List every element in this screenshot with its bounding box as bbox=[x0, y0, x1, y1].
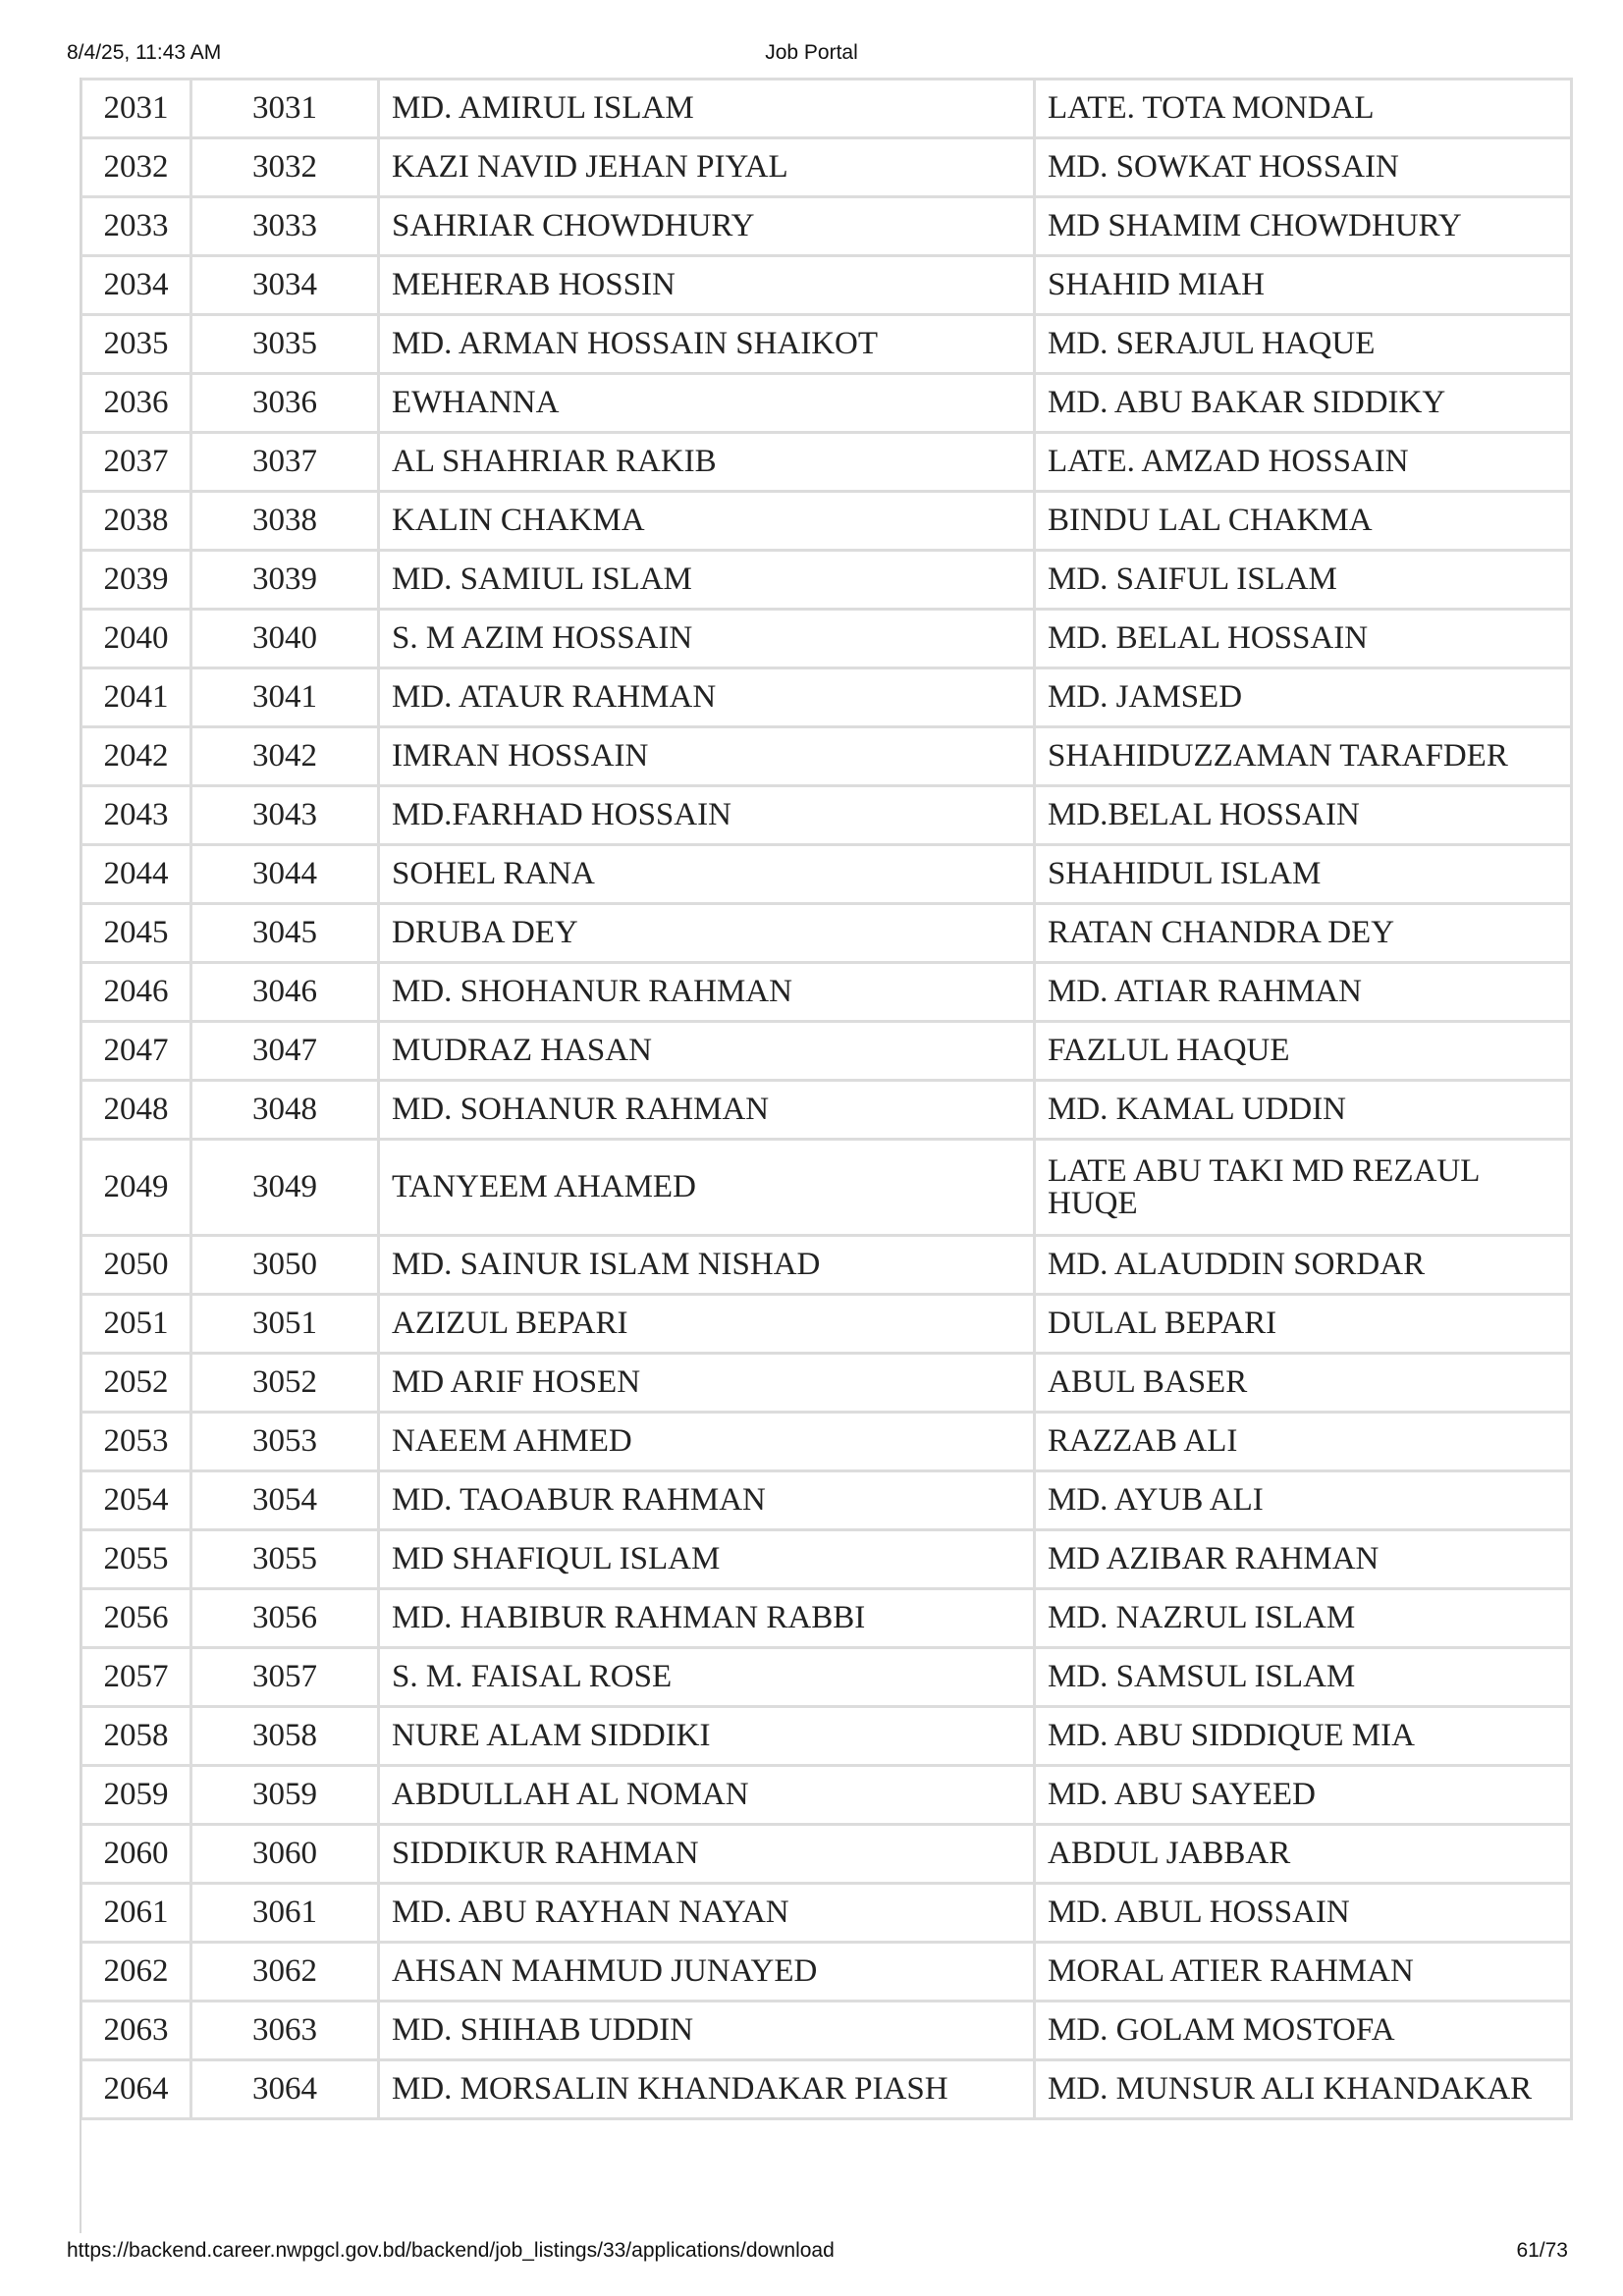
father-name-cell: MD SHAMIM CHOWDHURY bbox=[1035, 197, 1572, 256]
table-left-rule bbox=[80, 78, 81, 2233]
table-row bbox=[81, 2002, 1572, 2060]
roll-cell: 3042 bbox=[191, 727, 379, 786]
table-row bbox=[81, 1354, 1572, 1413]
serial-cell: 2036 bbox=[81, 374, 191, 433]
table-row bbox=[81, 1236, 1572, 1295]
applicant-name-cell: MD. ABU RAYHAN NAYAN bbox=[379, 1884, 1035, 1943]
applicant-name-cell: MD. TAOABUR RAHMAN bbox=[379, 1471, 1035, 1530]
father-name-cell: MD. ABUL HOSSAIN bbox=[1035, 1884, 1572, 1943]
roll-cell: 3047 bbox=[191, 1022, 379, 1081]
serial-cell: 2059 bbox=[81, 1766, 191, 1825]
print-datetime: 8/4/25, 11:43 AM bbox=[67, 41, 222, 64]
father-name-cell: MD. JAMSED bbox=[1035, 668, 1572, 727]
father-name-cell: RATAN CHANDRA DEY bbox=[1035, 904, 1572, 963]
roll-cell: 3063 bbox=[191, 2002, 379, 2060]
roll-cell: 3052 bbox=[191, 1354, 379, 1413]
father-name-cell: SHAHIDUZZAMAN TARAFDER bbox=[1035, 727, 1572, 786]
table-row bbox=[81, 1648, 1572, 1707]
table-row bbox=[81, 1413, 1572, 1471]
table-row bbox=[81, 1471, 1572, 1530]
table-row bbox=[81, 668, 1572, 727]
roll-cell: 3050 bbox=[191, 1236, 379, 1295]
roll-cell: 3053 bbox=[191, 1413, 379, 1471]
applicant-name-cell: MD. ATAUR RAHMAN bbox=[379, 668, 1035, 727]
table-row bbox=[81, 551, 1572, 610]
father-name-cell: BINDU LAL CHAKMA bbox=[1035, 492, 1572, 551]
father-name-cell: DULAL BEPARI bbox=[1035, 1295, 1572, 1354]
applicant-name-cell: KALIN CHAKMA bbox=[379, 492, 1035, 551]
serial-cell: 2038 bbox=[81, 492, 191, 551]
table-row bbox=[81, 197, 1572, 256]
serial-cell: 2048 bbox=[81, 1081, 191, 1140]
applicant-name-cell: MD. SHIHAB UDDIN bbox=[379, 2002, 1035, 2060]
serial-cell: 2051 bbox=[81, 1295, 191, 1354]
serial-cell: 2053 bbox=[81, 1413, 191, 1471]
applicant-name-cell: MD.FARHAD HOSSAIN bbox=[379, 786, 1035, 845]
roll-cell: 3041 bbox=[191, 668, 379, 727]
page-number: 61/73 bbox=[1516, 2239, 1568, 2262]
roll-cell: 3057 bbox=[191, 1648, 379, 1707]
table-row bbox=[81, 492, 1572, 551]
applicant-name-cell: MD. SAMIUL ISLAM bbox=[379, 551, 1035, 610]
roll-cell: 3049 bbox=[191, 1140, 379, 1236]
father-name-cell: MD. BELAL HOSSAIN bbox=[1035, 610, 1572, 668]
applicant-name-cell: MD. MORSALIN KHANDAKAR PIASH bbox=[379, 2060, 1035, 2119]
serial-cell: 2037 bbox=[81, 433, 191, 492]
applicant-name-cell: MD. AMIRUL ISLAM bbox=[379, 80, 1035, 138]
roll-cell: 3054 bbox=[191, 1471, 379, 1530]
applicant-name-cell: AHSAN MAHMUD JUNAYED bbox=[379, 1943, 1035, 2002]
serial-cell: 2062 bbox=[81, 1943, 191, 2002]
father-name-cell: FAZLUL HAQUE bbox=[1035, 1022, 1572, 1081]
table-row bbox=[81, 1022, 1572, 1081]
applicant-name-cell: MD. ARMAN HOSSAIN SHAIKOT bbox=[379, 315, 1035, 374]
roll-cell: 3055 bbox=[191, 1530, 379, 1589]
father-name-cell: MD. KAMAL UDDIN bbox=[1035, 1081, 1572, 1140]
serial-cell: 2032 bbox=[81, 138, 191, 197]
applicant-name-cell: AZIZUL BEPARI bbox=[379, 1295, 1035, 1354]
father-name-cell: MD. AYUB ALI bbox=[1035, 1471, 1572, 1530]
serial-cell: 2061 bbox=[81, 1884, 191, 1943]
serial-cell: 2047 bbox=[81, 1022, 191, 1081]
roll-cell: 3033 bbox=[191, 197, 379, 256]
father-name-cell: MD. SERAJUL HAQUE bbox=[1035, 315, 1572, 374]
table-row bbox=[81, 256, 1572, 315]
applicant-name-cell: AL SHAHRIAR RAKIB bbox=[379, 433, 1035, 492]
father-name-cell: ABUL BASER bbox=[1035, 1354, 1572, 1413]
applicant-name-cell: SOHEL RANA bbox=[379, 845, 1035, 904]
roll-cell: 3062 bbox=[191, 1943, 379, 2002]
roll-cell: 3060 bbox=[191, 1825, 379, 1884]
father-name-cell: MD. ALAUDDIN SORDAR bbox=[1035, 1236, 1572, 1295]
print-title: Job Portal bbox=[765, 41, 858, 64]
father-name-cell: MD. MUNSUR ALI KHANDAKAR bbox=[1035, 2060, 1572, 2119]
father-name-cell: MD AZIBAR RAHMAN bbox=[1035, 1530, 1572, 1589]
applicant-name-cell: MD ARIF HOSEN bbox=[379, 1354, 1035, 1413]
print-url: https://backend.career.nwpgcl.gov.bd/backend/job_listings/33/applications/download bbox=[67, 2239, 835, 2262]
serial-cell: 2031 bbox=[81, 80, 191, 138]
roll-cell: 3061 bbox=[191, 1884, 379, 1943]
serial-cell: 2052 bbox=[81, 1354, 191, 1413]
father-name-cell: SHAHIDUL ISLAM bbox=[1035, 845, 1572, 904]
applicant-name-cell: MEHERAB HOSSIN bbox=[379, 256, 1035, 315]
applicant-name-cell: MD. SHOHANUR RAHMAN bbox=[379, 963, 1035, 1022]
applicant-name-cell: NAEEM AHMED bbox=[379, 1413, 1035, 1471]
roll-cell: 3039 bbox=[191, 551, 379, 610]
roll-cell: 3038 bbox=[191, 492, 379, 551]
serial-cell: 2039 bbox=[81, 551, 191, 610]
table-row bbox=[81, 845, 1572, 904]
serial-cell: 2044 bbox=[81, 845, 191, 904]
table-row bbox=[81, 963, 1572, 1022]
serial-cell: 2055 bbox=[81, 1530, 191, 1589]
table-row bbox=[81, 1825, 1572, 1884]
table-row bbox=[81, 1530, 1572, 1589]
father-name-cell: MD. SOWKAT HOSSAIN bbox=[1035, 138, 1572, 197]
table-row bbox=[81, 1140, 1572, 1236]
roll-cell: 3044 bbox=[191, 845, 379, 904]
table-row bbox=[81, 1766, 1572, 1825]
father-name-cell: RAZZAB ALI bbox=[1035, 1413, 1572, 1471]
applicant-name-cell: IMRAN HOSSAIN bbox=[379, 727, 1035, 786]
roll-cell: 3043 bbox=[191, 786, 379, 845]
serial-cell: 2056 bbox=[81, 1589, 191, 1648]
roll-cell: 3056 bbox=[191, 1589, 379, 1648]
table-row bbox=[81, 138, 1572, 197]
applicant-name-cell: DRUBA DEY bbox=[379, 904, 1035, 963]
father-name-cell: MD. SAIFUL ISLAM bbox=[1035, 551, 1572, 610]
applicant-name-cell: S. M. FAISAL ROSE bbox=[379, 1648, 1035, 1707]
roll-cell: 3034 bbox=[191, 256, 379, 315]
roll-cell: 3064 bbox=[191, 2060, 379, 2119]
father-name-cell: LATE ABU TAKI MD REZAUL HUQE bbox=[1035, 1140, 1572, 1236]
serial-cell: 2033 bbox=[81, 197, 191, 256]
table-row bbox=[81, 1589, 1572, 1648]
table-row bbox=[81, 610, 1572, 668]
table-row bbox=[81, 1884, 1572, 1943]
serial-cell: 2041 bbox=[81, 668, 191, 727]
table-row bbox=[81, 2060, 1572, 2119]
serial-cell: 2057 bbox=[81, 1648, 191, 1707]
applicant-name-cell: KAZI NAVID JEHAN PIYAL bbox=[379, 138, 1035, 197]
applicant-name-cell: SAHRIAR CHOWDHURY bbox=[379, 197, 1035, 256]
father-name-cell: LATE. TOTA MONDAL bbox=[1035, 80, 1572, 138]
roll-cell: 3040 bbox=[191, 610, 379, 668]
applicant-name-cell: MD. SOHANUR RAHMAN bbox=[379, 1081, 1035, 1140]
serial-cell: 2054 bbox=[81, 1471, 191, 1530]
father-name-cell: MD. ABU BAKAR SIDDIKY bbox=[1035, 374, 1572, 433]
table-row bbox=[81, 727, 1572, 786]
roll-cell: 3037 bbox=[191, 433, 379, 492]
table-row bbox=[81, 315, 1572, 374]
father-name-cell: SHAHID MIAH bbox=[1035, 256, 1572, 315]
applicant-name-cell: TANYEEM AHAMED bbox=[379, 1140, 1035, 1236]
serial-cell: 2034 bbox=[81, 256, 191, 315]
applicant-name-cell: ABDULLAH AL NOMAN bbox=[379, 1766, 1035, 1825]
roll-cell: 3032 bbox=[191, 138, 379, 197]
serial-cell: 2058 bbox=[81, 1707, 191, 1766]
serial-cell: 2046 bbox=[81, 963, 191, 1022]
table-row bbox=[81, 1943, 1572, 2002]
father-name-cell: MD.BELAL HOSSAIN bbox=[1035, 786, 1572, 845]
father-name-cell: MD. ATIAR RAHMAN bbox=[1035, 963, 1572, 1022]
father-name-cell: LATE. AMZAD HOSSAIN bbox=[1035, 433, 1572, 492]
applicant-name-cell: MD. HABIBUR RAHMAN RABBI bbox=[379, 1589, 1035, 1648]
table-row bbox=[81, 80, 1572, 138]
table-row bbox=[81, 1081, 1572, 1140]
table-row bbox=[81, 433, 1572, 492]
serial-cell: 2040 bbox=[81, 610, 191, 668]
applicant-name-cell: MUDRAZ HASAN bbox=[379, 1022, 1035, 1081]
serial-cell: 2045 bbox=[81, 904, 191, 963]
roll-cell: 3048 bbox=[191, 1081, 379, 1140]
father-name-cell: MD. NAZRUL ISLAM bbox=[1035, 1589, 1572, 1648]
applicant-name-cell: EWHANNA bbox=[379, 374, 1035, 433]
roll-cell: 3058 bbox=[191, 1707, 379, 1766]
roll-cell: 3051 bbox=[191, 1295, 379, 1354]
serial-cell: 2049 bbox=[81, 1140, 191, 1236]
applicant-name-cell: SIDDIKUR RAHMAN bbox=[379, 1825, 1035, 1884]
father-name-cell: MD. SAMSUL ISLAM bbox=[1035, 1648, 1572, 1707]
roll-cell: 3046 bbox=[191, 963, 379, 1022]
table-row bbox=[81, 904, 1572, 963]
table-row bbox=[81, 374, 1572, 433]
serial-cell: 2060 bbox=[81, 1825, 191, 1884]
roll-cell: 3045 bbox=[191, 904, 379, 963]
father-name-cell: MD. ABU SAYEED bbox=[1035, 1766, 1572, 1825]
serial-cell: 2063 bbox=[81, 2002, 191, 2060]
table-row bbox=[81, 786, 1572, 845]
applicant-name-cell: MD. SAINUR ISLAM NISHAD bbox=[379, 1236, 1035, 1295]
serial-cell: 2035 bbox=[81, 315, 191, 374]
table-row bbox=[81, 1707, 1572, 1766]
applicants-table-wrap bbox=[80, 78, 1554, 2120]
serial-cell: 2042 bbox=[81, 727, 191, 786]
roll-cell: 3036 bbox=[191, 374, 379, 433]
father-name-cell: MORAL ATIER RAHMAN bbox=[1035, 1943, 1572, 2002]
applicants-table bbox=[80, 78, 1573, 2120]
applicant-name-cell: S. M AZIM HOSSAIN bbox=[379, 610, 1035, 668]
father-name-cell: MD. ABU SIDDIQUE MIA bbox=[1035, 1707, 1572, 1766]
roll-cell: 3059 bbox=[191, 1766, 379, 1825]
applicant-name-cell: MD SHAFIQUL ISLAM bbox=[379, 1530, 1035, 1589]
father-name-cell: MD. GOLAM MOSTOFA bbox=[1035, 2002, 1572, 2060]
serial-cell: 2050 bbox=[81, 1236, 191, 1295]
father-name-cell: ABDUL JABBAR bbox=[1035, 1825, 1572, 1884]
table-row bbox=[81, 1295, 1572, 1354]
serial-cell: 2043 bbox=[81, 786, 191, 845]
applicant-name-cell: NURE ALAM SIDDIKI bbox=[379, 1707, 1035, 1766]
roll-cell: 3031 bbox=[191, 80, 379, 138]
roll-cell: 3035 bbox=[191, 315, 379, 374]
serial-cell: 2064 bbox=[81, 2060, 191, 2119]
